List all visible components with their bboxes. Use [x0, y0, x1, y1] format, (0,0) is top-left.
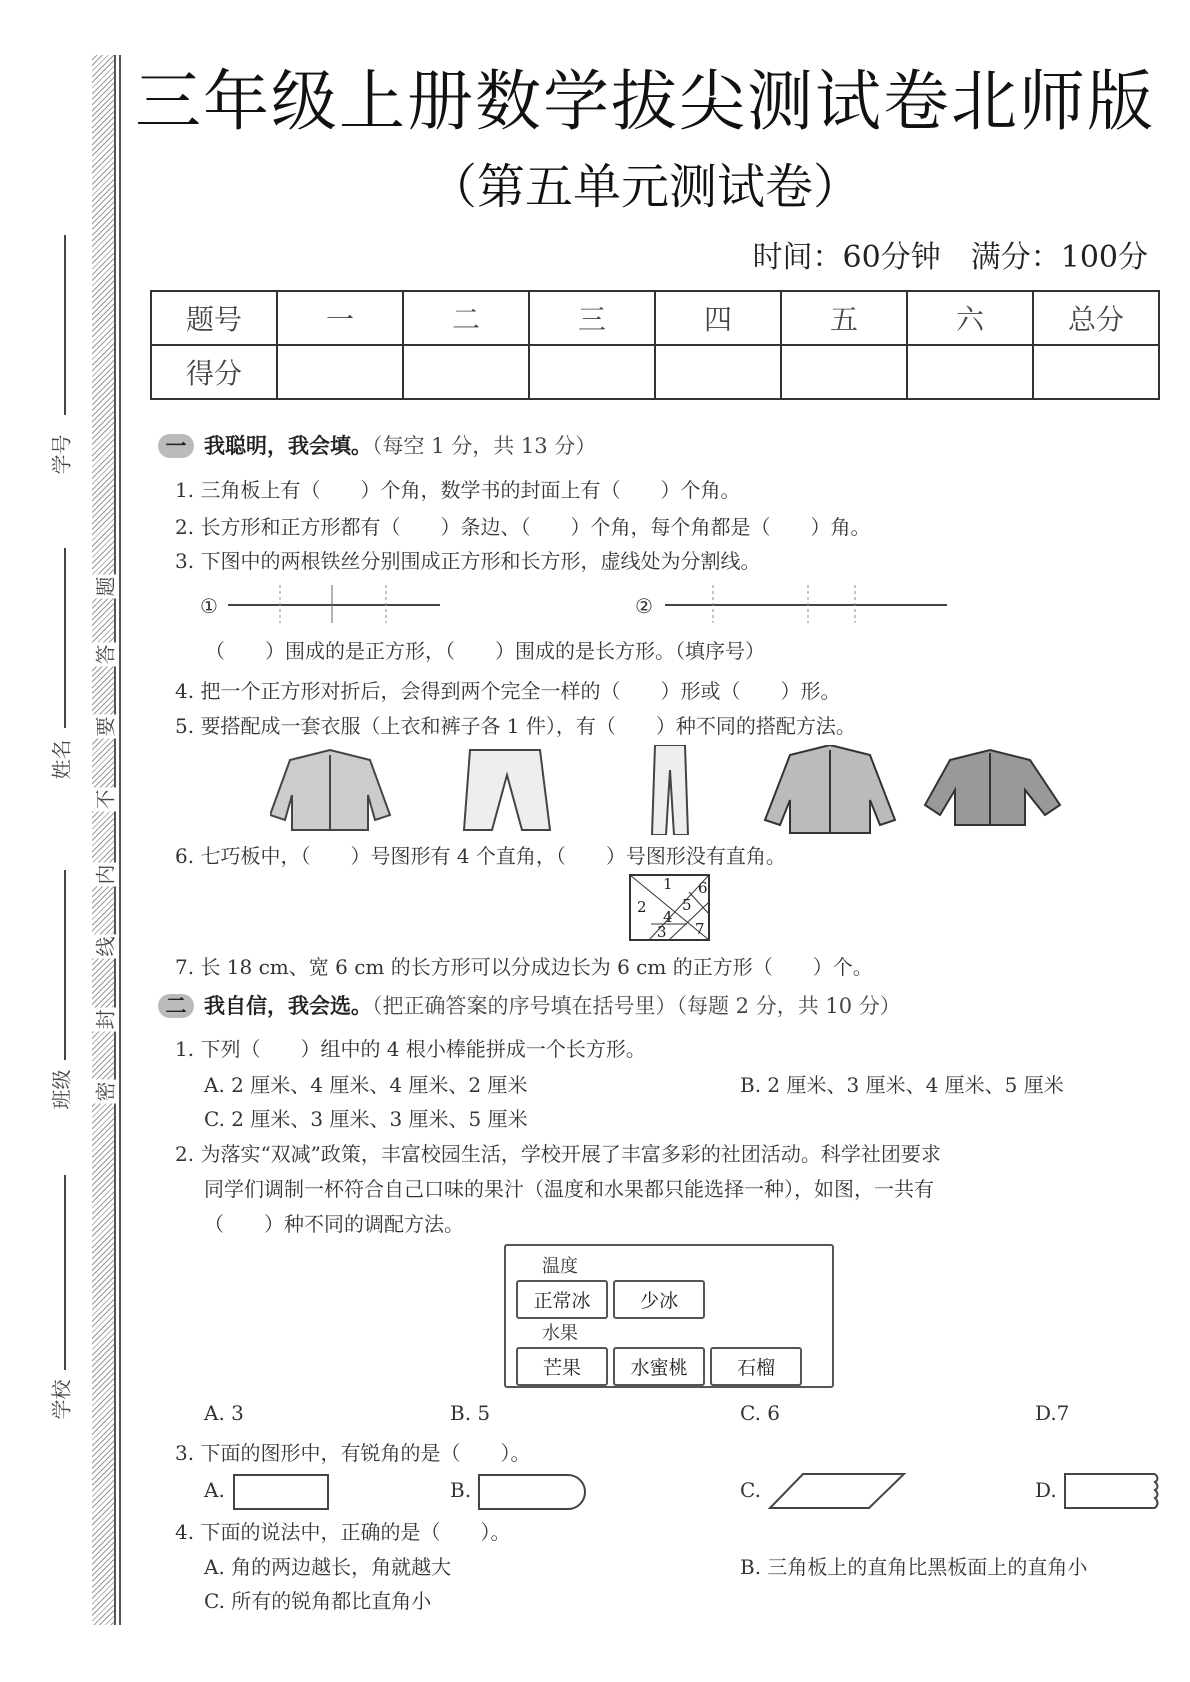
- seal-char: 题: [90, 575, 119, 599]
- score-cell[interactable]: [655, 345, 781, 399]
- option-box: 水蜜桃: [613, 1347, 705, 1386]
- option-c: C. 6: [740, 1401, 781, 1425]
- jeans-icon: [652, 745, 688, 835]
- header-cell: 五: [781, 291, 907, 345]
- school-label: 学校: [49, 1379, 74, 1420]
- score-cell[interactable]: [277, 345, 403, 399]
- question-2-2-line: 同学们调制一杯符合自己口味的果汁（温度和水果都只能选择一种），如图，一共有: [204, 1177, 934, 1201]
- seal-char: 答: [90, 643, 119, 667]
- tangram-label: 7: [695, 920, 705, 938]
- margin-line: [119, 55, 121, 1625]
- header-cell: 二: [403, 291, 529, 345]
- juice-options-box: [504, 1244, 834, 1388]
- question-1-4: 4. 把一个正方形对折后，会得到两个完全一样的（ ）形或（ ）形。: [175, 679, 841, 703]
- score-cell[interactable]: [1033, 345, 1159, 399]
- wire-1-diagram: [228, 585, 448, 625]
- seal-char: 封: [90, 1008, 119, 1032]
- question-2-4: 4. 下面的说法中，正确的是（ ）。: [175, 1520, 511, 1544]
- seal-char: 要: [90, 715, 119, 739]
- question-1-3: 3. 下图中的两根铁丝分别围成正方形和长方形，虚线处为分割线。: [175, 549, 761, 573]
- pants-icon: [464, 750, 550, 830]
- question-2-2-line: 2. 为落实“双减”政策，丰富校园生活，学校开展了丰富多彩的社团活动。科学社团要求: [175, 1142, 941, 1166]
- page-title: 三年级上册数学拔尖测试卷北师版: [135, 63, 1155, 140]
- header-cell: 四: [655, 291, 781, 345]
- option-box: 少冰: [613, 1280, 705, 1319]
- section-number: 一: [158, 434, 194, 458]
- broken-rectangle-shape: [1063, 1472, 1163, 1510]
- tangram-label: 4: [663, 908, 673, 926]
- seal-char: 密: [90, 1080, 119, 1104]
- header-cell: 六: [907, 291, 1033, 345]
- header-cell: 总分: [1033, 291, 1159, 345]
- clothes-images: [270, 745, 1080, 835]
- score-table: [150, 290, 1160, 400]
- rectangle-shape: [233, 1474, 329, 1510]
- question-2-2-line: （ ）种不同的调配方法。: [204, 1212, 464, 1236]
- coat-icon: [765, 745, 895, 833]
- tangram-label: 1: [663, 875, 673, 893]
- section-title: 我自信，我会选。: [204, 993, 372, 1018]
- question-1-3-answer: （ ）围成的是正方形，（ ）围成的是长方形。（填序号）: [205, 639, 765, 663]
- section-2-heading: [158, 990, 901, 1020]
- score-cell[interactable]: [529, 345, 655, 399]
- option-a: A. 2 厘米、4 厘米、4 厘米、2 厘米: [204, 1073, 528, 1097]
- option-box: 正常冰: [516, 1280, 608, 1319]
- sweater-icon: [925, 750, 1060, 825]
- wire-label-1: ①: [200, 594, 218, 618]
- tangram-label: 3: [657, 923, 667, 941]
- tangram-label: 6: [698, 879, 708, 897]
- time-info: 时间：60分钟 满分：100分: [752, 240, 1148, 275]
- option-c: C. 所有的锐角都比直角小: [204, 1589, 432, 1613]
- question-1-1: 1. 三角板上有（ ）个角，数学书的封面上有（ ）个角。: [175, 478, 741, 502]
- margin-line: [114, 55, 116, 1625]
- option-box: 石榴: [710, 1347, 802, 1386]
- name-label: 姓名: [49, 739, 74, 780]
- option-a: A. 角的两边越长，角就越大: [204, 1555, 452, 1579]
- parallelogram-shape: [768, 1472, 908, 1510]
- field-underline: [64, 235, 66, 415]
- question-2-1: 1. 下列（ ）组中的 4 根小棒能拼成一个长方形。: [175, 1037, 646, 1061]
- header-cell: 三: [529, 291, 655, 345]
- question-1-7: 7. 长 18 cm、宽 6 cm 的长方形可以分成边长为 6 cm 的正方形（ ）个。: [175, 955, 873, 979]
- header-cell: 一: [277, 291, 403, 345]
- temperature-label: 温度: [542, 1256, 578, 1277]
- rounded-shape: [478, 1474, 586, 1510]
- section-note: （把正确答案的序号填在括号里）（每题 2 分，共 10 分）: [372, 994, 901, 1018]
- row-label: 得分: [151, 345, 277, 399]
- question-1-5: 5. 要搭配成一套衣服（上衣和裤子各 1 件），有（ ）种不同的搭配方法。: [175, 714, 856, 738]
- section-1-heading: [158, 430, 596, 460]
- option-a: A. 3: [204, 1401, 244, 1425]
- section-number: 二: [158, 994, 194, 1018]
- field-underline: [64, 870, 66, 1060]
- jacket-icon: [270, 750, 390, 830]
- seal-char: 线: [90, 935, 119, 959]
- option-d: D.7: [1035, 1401, 1070, 1425]
- option-b: B. 三角板上的直角比黑板面上的直角小: [740, 1555, 1088, 1579]
- score-cell[interactable]: [781, 345, 907, 399]
- tangram-label: 5: [682, 896, 692, 914]
- tangram-figure: [629, 874, 710, 941]
- question-1-2: 2. 长方形和正方形都有（ ）条边、（ ）个角，每个角都是（ ）角。: [175, 515, 871, 539]
- field-underline: [64, 1175, 66, 1370]
- option-d: D.: [1035, 1478, 1057, 1502]
- section-title: 我聪明，我会填。: [204, 433, 372, 458]
- temperature-options: [516, 1280, 705, 1319]
- fruit-options: [516, 1347, 802, 1386]
- seal-char: 内: [90, 863, 119, 887]
- header-cell: 题号: [151, 291, 277, 345]
- tangram-label: 2: [637, 898, 647, 916]
- student-id-label: 学号: [49, 434, 74, 475]
- margin-hatch: [92, 55, 114, 1625]
- option-box: 芒果: [516, 1347, 608, 1386]
- seal-char: 不: [90, 788, 119, 812]
- score-cell[interactable]: [403, 345, 529, 399]
- option-c: C. 2 厘米、3 厘米、3 厘米、5 厘米: [204, 1107, 528, 1131]
- class-label: 班级: [49, 1069, 74, 1110]
- option-a: A.: [204, 1478, 225, 1502]
- option-b: B. 5: [450, 1401, 491, 1425]
- question-1-6: 6. 七巧板中，（ ）号图形有 4 个直角，（ ）号图形没有直角。: [175, 844, 786, 868]
- page-subtitle: （第五单元测试卷）: [428, 159, 861, 215]
- question-2-3: 3. 下面的图形中，有锐角的是（ ）。: [175, 1441, 531, 1465]
- field-underline: [64, 548, 66, 728]
- option-b: B.: [450, 1478, 472, 1502]
- option-c: C.: [740, 1478, 761, 1502]
- fruit-label: 水果: [542, 1323, 578, 1344]
- wire-label-2: ②: [635, 594, 653, 618]
- option-b: B. 2 厘米、3 厘米、4 厘米、5 厘米: [740, 1073, 1064, 1097]
- section-note: （每空 1 分，共 13 分）: [372, 434, 597, 458]
- score-cell[interactable]: [907, 345, 1033, 399]
- wire-2-diagram: [665, 585, 955, 625]
